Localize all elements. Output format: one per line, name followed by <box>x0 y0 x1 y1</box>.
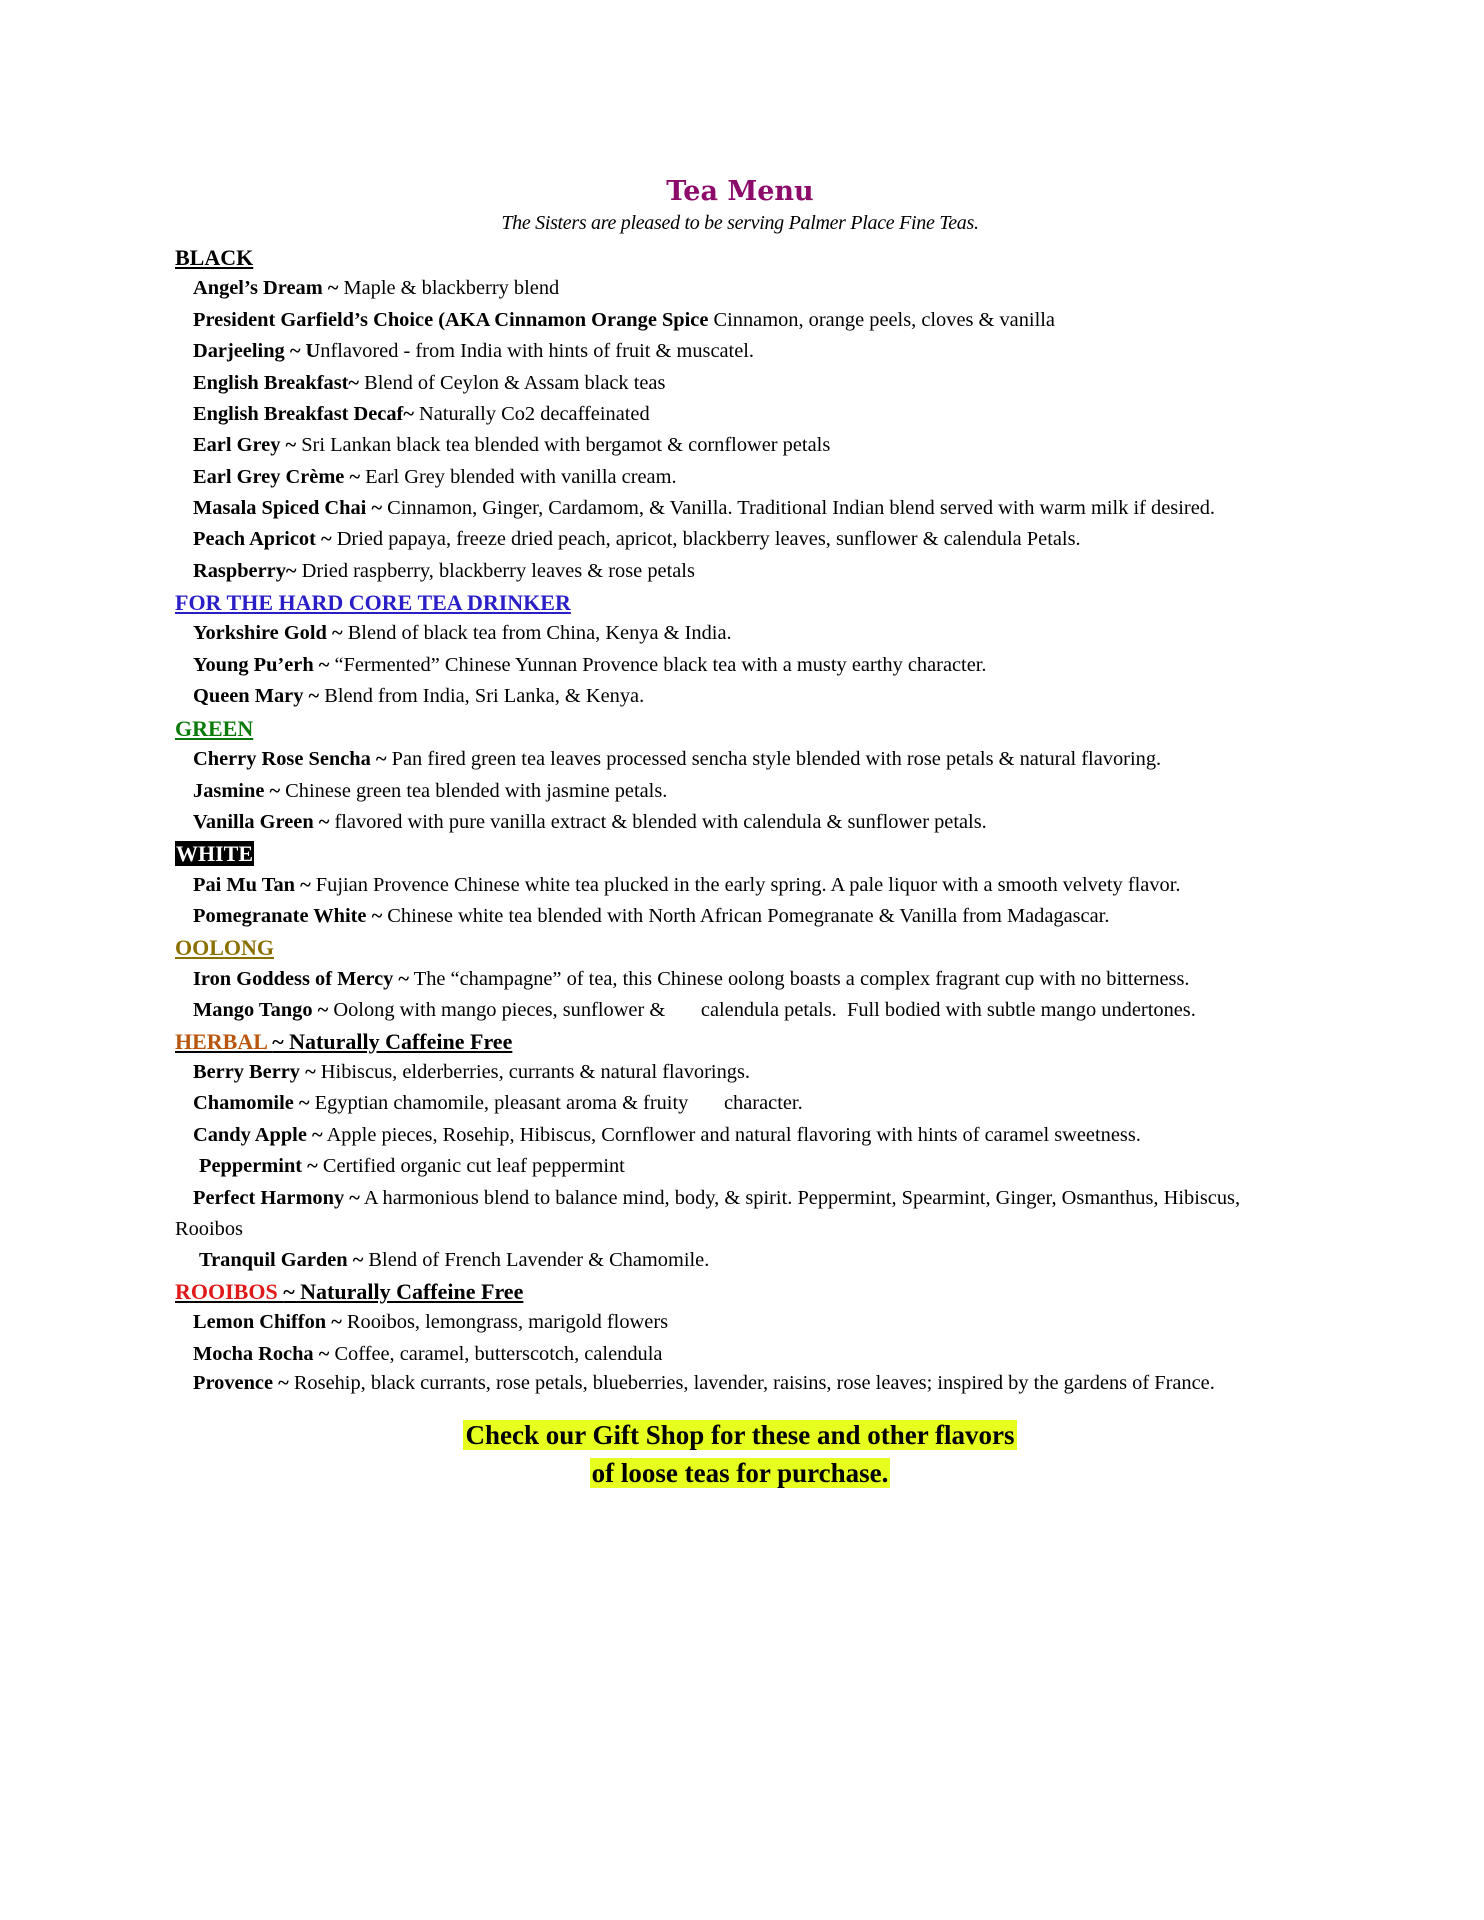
tea-item: Lemon Chiffon ~ Rooibos, lemongrass, marigold flowers <box>193 1311 669 1334</box>
tea-item: Earl Grey Crème ~ Earl Grey blended with vanilla cream. <box>193 465 677 488</box>
section-heading-herbal: HERBAL ~ Naturally Caffeine Free <box>175 1028 513 1054</box>
tea-item: Yorkshire Gold ~ Blend of black tea from China, Kenya & India. <box>193 622 732 645</box>
gift-shop-notice <box>175 1416 1305 1492</box>
caffeine-free-note: ~ Naturally Caffeine Free <box>283 1278 524 1304</box>
section-heading-green: GREEN <box>175 715 254 741</box>
section-herbal-list <box>175 1057 1305 1276</box>
tea-item: Tranquil Garden ~ Blend of French Lavender & Chamomile. <box>199 1248 710 1271</box>
tea-item: Young Pu’erh ~ “Fermented” Chinese Yunnan Provence black tea with a musty earthy character. <box>193 653 987 676</box>
tea-item: Queen Mary ~ Blend from India, Sri Lanka, & Kenya. <box>193 685 645 708</box>
tea-item: Chamomile ~ Egyptian chamomile, pleasant aroma & fruity character. <box>193 1092 803 1115</box>
tea-item: Pomegranate White ~ Chinese white tea blended with North African Pomegranate & Vanilla from Madagascar. <box>193 904 1110 927</box>
tea-item: Earl Grey ~ Sri Lankan black tea blended with bergamot & cornflower petals <box>193 434 831 457</box>
gift-shop-line-1: Check our Gift Shop for these and other flavors <box>465 1420 1015 1451</box>
tea-item: Iron Goddess of Mercy ~ The “champagne” of tea, this Chinese oolong boasts a complex fragrant cup with no bitterness. <box>193 967 1190 990</box>
section-green-list <box>175 744 1305 838</box>
section-heading-black: BLACK <box>175 245 254 270</box>
gift-shop-line-2: of loose teas for purchase. <box>591 1458 889 1489</box>
section-rooibos-list <box>175 1307 1305 1396</box>
tea-item: Raspberry~ Dried raspberry, blackberry leaves & rose petals <box>193 559 695 582</box>
section-hardcore-list <box>175 618 1305 712</box>
tea-item: Darjeeling ~ Unflavored - from India with hints of fruit & muscatel. <box>193 340 755 363</box>
tea-menu-page <box>175 174 1305 1492</box>
tea-item: Pai Mu Tan ~ Fujian Provence Chinese white tea plucked in the early spring. A pale liquor with a smooth velvety flavor. <box>193 873 1181 896</box>
tea-item: Perfect Harmony ~ A harmonious blend to balance mind, body, & spirit. Peppermint, Spearmint, Ginger, Osmanthus, Hibiscus, Rooibos <box>175 1186 1241 1240</box>
tea-item: English Breakfast Decaf~ Naturally Co2 decaffeinated <box>193 403 650 426</box>
section-oolong-list <box>175 964 1305 1026</box>
tea-item: Berry Berry ~ Hibiscus, elderberries, currants & natural flavorings. <box>193 1060 750 1083</box>
page-title: Tea Menu <box>666 176 814 207</box>
section-white-list <box>175 870 1305 932</box>
section-black-list <box>175 273 1305 587</box>
caffeine-free-note: ~ Naturally Caffeine Free <box>272 1028 513 1054</box>
tea-item: Candy Apple ~ Apple pieces, Rosehip, Hibiscus, Cornflower and natural flavoring with hints of caramel sweetness. <box>193 1123 1141 1146</box>
tea-item: Jasmine ~ Chinese green tea blended with jasmine petals. <box>193 779 668 802</box>
section-heading-oolong: OOLONG <box>175 935 275 961</box>
section-heading-white: WHITE <box>176 841 254 867</box>
section-heading-rooibos: ROOIBOS ~ Naturally Caffeine Free <box>175 1278 524 1304</box>
tea-item: Mango Tango ~ Oolong with mango pieces, sunflower & calendula petals. Full bodied with subtle mango undertones. <box>193 998 1196 1021</box>
tea-item: Angel’s Dream ~ Maple & blackberry blend <box>193 277 560 300</box>
tea-item: Masala Spiced Chai ~ Cinnamon, Ginger, Cardamom, & Vanilla. Traditional Indian blend served with warm milk if desired. <box>193 497 1216 520</box>
tea-item: Vanilla Green ~ flavored with pure vanilla extract & blended with calendula & sunflower petals. <box>193 810 987 833</box>
tea-item: President Garfield’s Choice (AKA Cinnamon Orange Spice Cinnamon, orange peels, cloves & vanilla <box>193 308 1055 331</box>
tea-item: English Breakfast~ Blend of Ceylon & Assam black teas <box>193 371 666 394</box>
section-heading-hardcore: FOR THE HARD CORE TEA DRINKER <box>175 590 571 616</box>
tea-item: Provence ~ Rosehip, black currants, rose petals, blueberries, lavender, raisins, rose leaves; inspired by the gardens of France. <box>193 1372 1215 1395</box>
page-subtitle: The Sisters are pleased to be serving Palmer Place Fine Teas. <box>501 212 979 234</box>
tea-item: Cherry Rose Sencha ~ Pan fired green tea leaves processed sencha style blended with rose petals & natural flavoring. <box>193 748 1162 771</box>
tea-item: Peppermint ~ Certified organic cut leaf peppermint <box>199 1155 625 1178</box>
tea-item: Peach Apricot ~ Dried papaya, freeze dried peach, apricot, blackberry leaves, sunflower & calendula Petals. <box>193 528 1081 551</box>
tea-item: Mocha Rocha ~ Coffee, caramel, butterscotch, calendula <box>193 1342 663 1365</box>
